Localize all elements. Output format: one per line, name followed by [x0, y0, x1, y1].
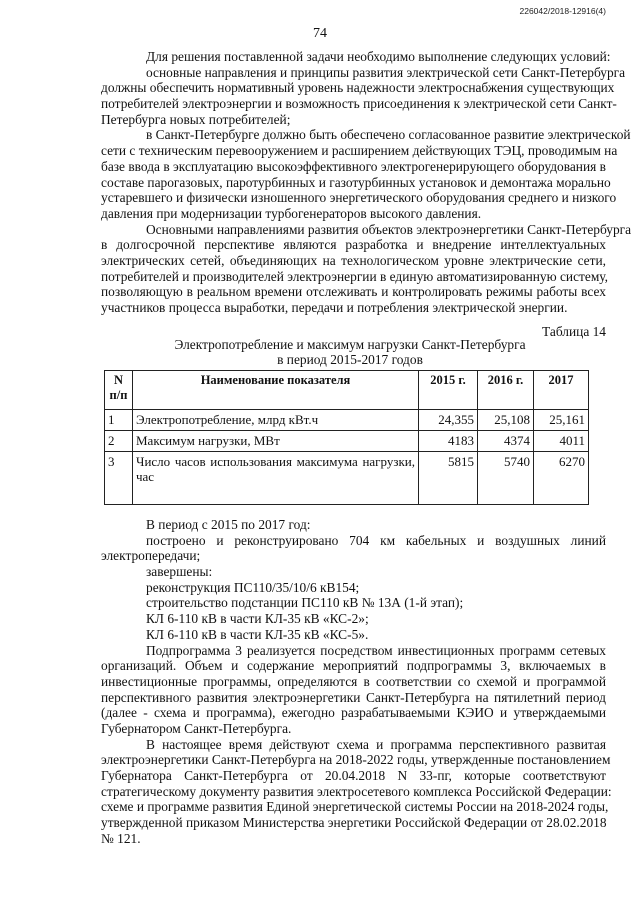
paragraph-line: Петербурга новых потребителей; — [101, 111, 291, 127]
paragraph-line: Подпрограмма 3 реализуется посредством инвестиционных программ сетевых — [146, 642, 606, 658]
paragraph-line: позволяющую в реальном времени отслеживать и контролировать режимы работы всех — [101, 284, 606, 300]
cell-2017: 4011 — [534, 431, 589, 452]
paragraph-line: реконструкция ПС110/35/10/6 кВ154; — [146, 579, 360, 595]
data-table — [104, 370, 589, 505]
paragraph-line: электрических сетей, объединяющих на технологическом уровне электрические сети, — [101, 252, 606, 268]
body-text-section-1 — [101, 49, 632, 316]
paragraph-line: Губернатора Санкт-Петербурга от 20.04.2018 N 33-пг, которые соответствуют — [101, 768, 606, 783]
paragraph-line: Основными направлениями развития объектов электроэнергетики Санкт-Петербурга — [146, 221, 632, 237]
cell-name: Электропотребление, млрд кВт.ч — [133, 410, 419, 431]
header-2017: 2017 — [534, 371, 589, 410]
paragraph-line: давления при модернизации турбогенераторов высокого давления. — [101, 205, 482, 221]
table-row — [105, 452, 589, 505]
paragraph-line: базе ввода в эксплуатацию высокоэффективного электрогенерирующего оборудования в — [101, 158, 606, 174]
cell-2017: 6270 — [534, 452, 589, 505]
document-id: 226042/2018-12916(4) — [519, 6, 606, 16]
cell-name: Максимум нагрузки, МВт — [133, 431, 419, 452]
header-2015: 2015 г. — [419, 371, 478, 410]
paragraph-line: в Санкт-Петербурге должно быть обеспечено согласованное развитие электрической — [146, 127, 631, 143]
paragraph-line: инвестиционные программы, определяются в соответствии со схемой и программой — [101, 673, 606, 689]
paragraph-line: участников процесса выработки, передачи и потребления электрической энергии. — [101, 300, 568, 315]
paragraph-line: В настоящее время действуют схема и программа перспективного развитая — [146, 736, 606, 752]
paragraph-line: КЛ 6-110 кВ в части КЛ-35 кВ «КС-2»; — [146, 611, 369, 627]
cell-2015: 5815 — [419, 452, 478, 505]
cell-2016: 25,108 — [478, 410, 534, 431]
paragraph-line: перспективного развития электроэнергетики Санкт-Петербурга на пятилетний период — [101, 689, 606, 705]
cell-number: 3 — [105, 452, 133, 505]
paragraph-line: стратегическому документу развития электросетевого комплекса Российской Федерации: — [101, 783, 612, 799]
paragraph-line: (далее - схема и программа), ежегодно разрабатываемыми КЭИО и утверждаемыми — [101, 705, 606, 721]
table-caption: Таблица 14 — [542, 324, 606, 339]
header-name: Наименование показателя — [133, 371, 419, 410]
cell-name: Число часов использования максимума нагрузки, час — [133, 452, 419, 505]
cell-2017: 25,161 — [534, 410, 589, 431]
paragraph-line: № 121. — [101, 830, 141, 846]
page-number: 74 — [313, 26, 327, 41]
paragraph-line: схеме и программе развития Единой энергетической системы России на 2018-2024 годы, — [101, 799, 609, 815]
table-row — [105, 410, 589, 431]
paragraph-line: потребителей электроэнергии и возможность присоединения к электрической сети Санкт- — [101, 96, 617, 112]
paragraph-line: основные направления и принципы развития электрической сети Санкт-Петербурга — [146, 64, 626, 80]
cell-2015: 4183 — [419, 431, 478, 452]
paragraph-line: устаревшего и физически изношенного энергетического оборудования среднего и низкого — [101, 190, 617, 206]
table-title-line-1: Электропотребление и максимум нагрузки Санкт-Петербурга — [174, 337, 526, 352]
paragraph-line: КЛ 6-110 кВ в части КЛ-35 кВ «КС-5». — [146, 626, 369, 642]
body-text-section-2 — [101, 517, 612, 846]
table-title — [100, 337, 600, 367]
table-header-row — [105, 371, 589, 410]
paragraph-line: в долгосрочной перспективе являются разработка и внедрение интеллектуальных — [101, 237, 606, 253]
cell-number: 2 — [105, 431, 133, 452]
cell-2015: 24,355 — [419, 410, 478, 431]
header-2016: 2016 г. — [478, 371, 534, 410]
paragraph-line: утвержденной приказом Министерства энергетики Российской Федерации от 28.02.2018 — [101, 815, 607, 831]
cell-2016: 4374 — [478, 431, 534, 452]
paragraph-line: организаций. Объем и содержание мероприятий подпрограммы 3, включаемых в — [101, 658, 606, 674]
paragraph-line: электропередачи; — [101, 548, 201, 564]
paragraph-line: потребителей и производителей электроэнергии в единую автоматизированную систему, — [101, 268, 608, 284]
table-row — [105, 431, 589, 452]
paragraph-line: Для решения поставленной задачи необходимо выполнение следующих условий: — [146, 49, 611, 64]
cell-2016: 5740 — [478, 452, 534, 505]
paragraph-line: построено и реконструировано 704 км кабельных и воздушных линий — [146, 532, 606, 548]
cell-number: 1 — [105, 410, 133, 431]
table-title-line-2: в период 2015-2017 годов — [277, 352, 423, 367]
paragraph-line: электроэнергетики Санкт-Петербурга на 2018-2022 годы, утвержденные постановлением — [101, 752, 611, 768]
paragraph-line: сети с техническим перевооружением и расширением действующих ТЭЦ, проводимым на — [101, 143, 618, 159]
paragraph-line: строительство подстанции ПС110 кВ № 13А (1-й этап); — [146, 595, 464, 611]
header-number: N п/п — [105, 371, 133, 410]
paragraph-line: завершены: — [146, 564, 213, 580]
paragraph-line: должны обеспечить нормативный уровень надежности электроснабжения существующих — [101, 80, 615, 96]
paragraph-line: составе парогазовых, паротурбинных и газотурбинных установок и демонтажа морально — [101, 174, 611, 190]
paragraph-line: Губернатором Санкт-Петербурга. — [101, 720, 292, 736]
paragraph-line: В период с 2015 по 2017 год: — [146, 517, 311, 532]
